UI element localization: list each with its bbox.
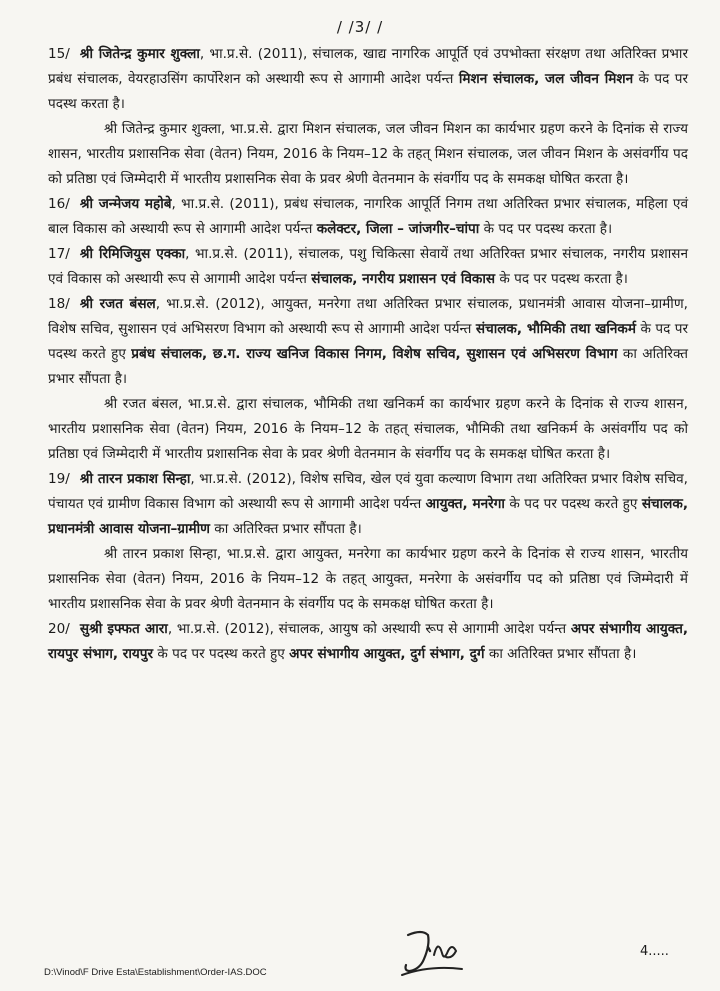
- body-text: श्री तारन प्रकाश सिन्हा, भा.प्र.से. द्वारा आयुक्त, मनरेगा का कार्यभार ग्रहण करने के दिनांक से राज्य शासन, भारतीय प्रशासनिक सेवा (वेतन) नियम, 2016 के नियम–12 के तहत् आयुक्त, मनरेगा के असंवर्गीय पद को प्रतिष्ठा एवं जिम्मेदारी में भारतीय प्रशासनिक सेवा के प्रवर श्रेणी वेतनमान के संवर्गीय पद के समकक्ष घोषित करता है।: [48, 546, 688, 612]
- body-text: , भा.प्र.से. (2012), आयुक्त, मनरेगा तथा अतिरिक्त प्रभार संचालक, प्रधानमंत्री आवास योजना–ग्रामीण, विशेष सचिव, सुशासन एवं अभिसरण विभाग को अस्थायी रूप से आगामी आदेश पर्यन्त: [48, 296, 688, 337]
- paragraph-p19-sub: [48, 542, 688, 617]
- paragraph-number: 19/: [48, 471, 70, 487]
- bold-text: श्री रजत बंसल: [79, 296, 156, 312]
- body-text: के पद पर पदस्थ करता है।: [495, 271, 628, 287]
- next-page-marker: 4.....: [640, 944, 669, 959]
- paragraph-p18: [48, 292, 688, 392]
- body-text: , भा.प्र.से. (2011), संचालक, खाद्य नागरिक आपूर्ति एवं उपभोक्ता संरक्षण तथा अतिरिक्त प्रभार प्रबंध संचालक, वेयरहाउसिंग कार्पोरेशन को अस्थायी रूप से आगामी आदेश पर्यन्त: [48, 46, 689, 87]
- body-text: के पद पर पदस्थ करते हुए: [504, 496, 642, 512]
- body-text: , भा.प्र.से. (2011), प्रबंध संचालक, नागरिक आपूर्ति निगम तथा अतिरिक्त प्रभार संचालक, महिला एवं बाल विकास को अस्थायी रूप से आगामी आदेश पर्यन्त: [48, 196, 688, 237]
- paragraph-p16: [48, 192, 688, 242]
- paragraph-number: 15/: [48, 46, 70, 62]
- bold-text: आयुक्त, मनरेगा: [425, 496, 505, 512]
- body-text: का अतिरिक्त प्रभार सौंपता है।: [484, 646, 637, 662]
- page-number-marker: / /3/ /: [336, 18, 384, 36]
- order-body: [48, 42, 688, 667]
- bold-text: मिशन संचालक, जल जीवन मिशन: [458, 71, 634, 87]
- body-text: श्री जितेन्द्र कुमार शुक्ला, भा.प्र.से. द्वारा मिशन संचालक, जल जीवन मिशन का कार्यभार ग्रहण करने के दिनांक से राज्य शासन, भारतीय प्रशासनिक सेवा (वेतन) नियम, 2016 के नियम–12 के तहत् मिशन संचालक, जल जीवन मिशन के असंवर्गीय पद को प्रतिष्ठा एवं जिम्मेदारी में भारतीय प्रशासनिक सेवा के प्रवर श्रेणी वेतनमान के संवर्गीय पद के समकक्ष घोषित करता है।: [48, 121, 688, 187]
- paragraph-p17: [48, 242, 688, 292]
- body-text: के पद पर पदस्थ करते हुए: [153, 646, 290, 662]
- body-text: , भा.प्र.से. (2011), संचालक, पशु चिकित्सा सेवायें तथा अतिरिक्त प्रभार संचालक, नगरीय प्रशासन एवं विकास को अस्थायी रूप से आगामी आदेश पर्यन्त: [48, 246, 688, 287]
- bold-text: श्री जितेन्द्र कुमार शुक्ला: [79, 46, 200, 62]
- bold-text: संचालक, नगरीय प्रशासन एवं विकास: [311, 271, 496, 287]
- body-text: के पद पर पदस्थ करते हुए: [48, 321, 689, 362]
- bold-text: श्री जन्मेजय महोबे: [79, 196, 172, 212]
- file-path-footer: D:\Vinod\F Drive Esta\Establishment\Order-IAS.DOC: [44, 967, 267, 978]
- body-text: के पद पर पदस्थ करता है।: [479, 221, 613, 237]
- bold-text: सुश्री इफ्फत आरा: [79, 621, 168, 637]
- paragraph-p20: [48, 617, 688, 667]
- body-text: के पद पर पदस्थ करता है।: [48, 71, 689, 112]
- paragraph-number: 17/: [48, 246, 70, 262]
- body-text: , भा.प्र.से. (2012), विशेष सचिव, खेल एवं युवा कल्याण विभाग तथा अतिरिक्त प्रभार विशेष सचिव, पंचायत एवं ग्रामीण विकास विभाग को अस्थायी रूप से आगामी आदेश पर्यन्त: [48, 471, 688, 512]
- paragraph-number: 20/: [48, 621, 70, 637]
- paragraph-number: 18/: [48, 296, 70, 312]
- handwritten-signature: [400, 925, 466, 981]
- bold-text: श्री रिमिजियुस एक्का: [79, 246, 186, 262]
- paragraph-p19: [48, 467, 688, 542]
- body-text: का अतिरिक्त प्रभार सौंपता है।: [209, 521, 362, 537]
- bold-text: अपर संभागीय आयुक्त, रायपुर संभाग, रायपुर: [48, 621, 688, 662]
- paragraph-p15: [48, 42, 688, 117]
- bold-text: अपर संभागीय आयुक्त, दुर्ग संभाग, दुर्ग: [289, 646, 485, 662]
- paragraph-number: 16/: [48, 196, 70, 212]
- bold-text: संचालक, प्रधानमंत्री आवास योजना–ग्रामीण: [48, 496, 688, 537]
- bold-text: प्रबंध संचालक, छ.ग. राज्य खनिज विकास निगम, विशेष सचिव, सुशासन एवं अभिसरण विभाग: [131, 346, 618, 362]
- bold-text: कलेक्टर, जिला – जांजगीर–चांपा: [316, 221, 480, 237]
- body-text: का अतिरिक्त प्रभार सौंपता है।: [48, 346, 689, 387]
- body-text: , भा.प्र.से. (2012), संचालक, आयुष को अस्थायी रूप से आगामी आदेश पर्यन्त: [167, 621, 571, 637]
- paragraph-p18-sub: [48, 392, 688, 467]
- body-text: श्री रजत बंसल, भा.प्र.से. द्वारा संचालक, भौमिकी तथा खनिकर्म का कार्यभार ग्रहण करने के दिनांक से राज्य शासन, भारतीय प्रशासनिक सेवा (वेतन) नियम, 2016 के नियम–12 के तहत् संचालक, भौमिकी तथा खनिकर्म के असंवर्गीय पद को प्रतिष्ठा एवं जिम्मेदारी में भारतीय प्रशासनिक सेवा के प्रवर श्रेणी वेतनमान के संवर्गीय पद के समकक्ष घोषित करता है।: [48, 396, 688, 462]
- bold-text: श्री तारन प्रकाश सिन्हा: [79, 471, 191, 487]
- bold-text: संचालक, भौमिकी तथा खनिकर्म: [475, 321, 637, 337]
- paragraph-p15-sub: [48, 117, 688, 192]
